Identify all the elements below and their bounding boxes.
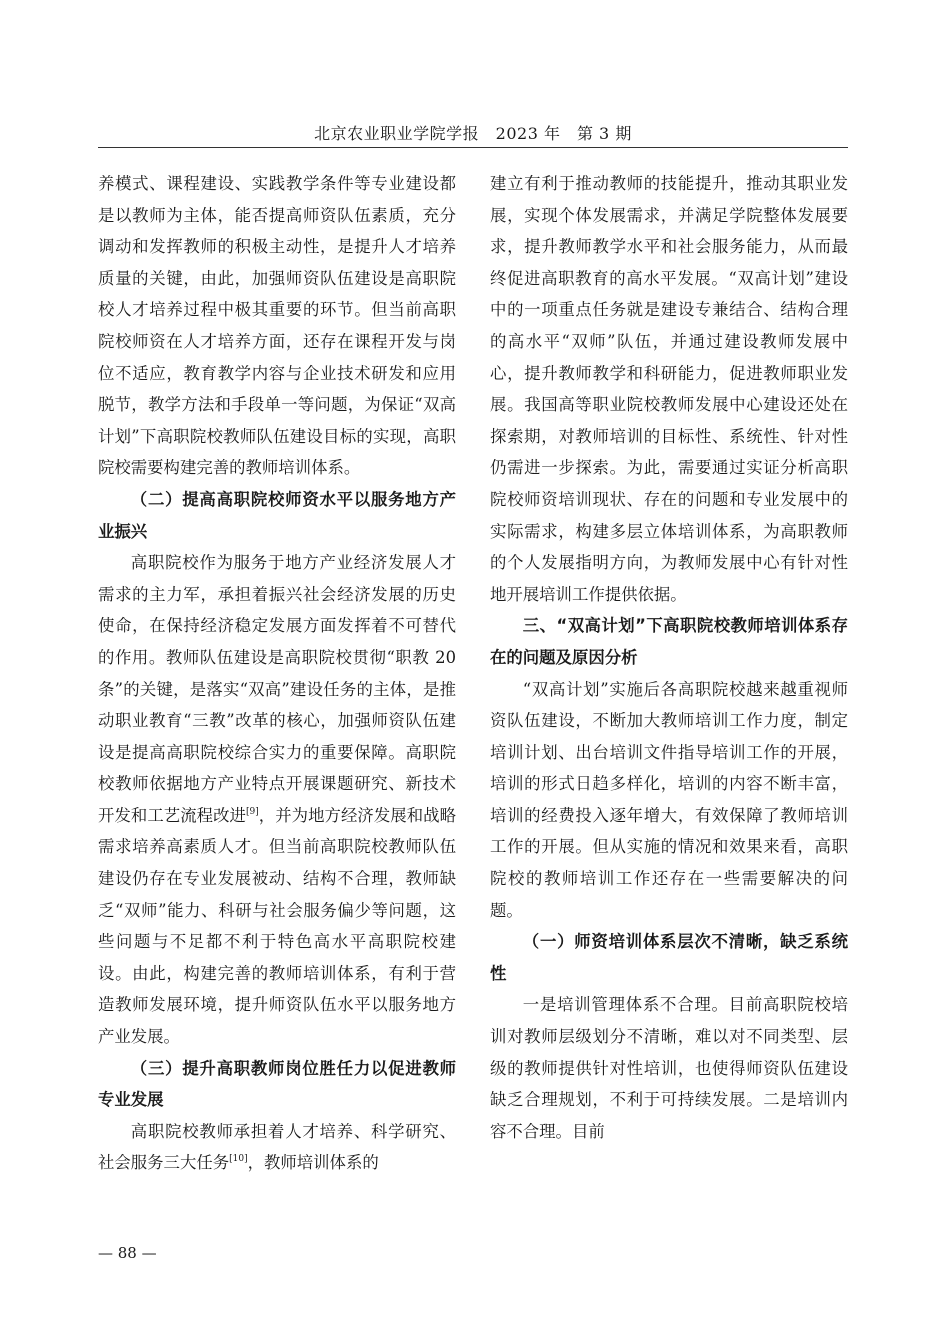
paragraph-text: 高职院校教师承担着人才培养、科学研究、社会服务三大任务 — [98, 1121, 456, 1173]
right-column — [490, 168, 848, 1147]
paragraph: 建立有利于推动教师的技能提升，推动其职业发展，实现个体发展需求，并满足学院整体发展要求，提升教师教学水平和社会服务能力，从而最终促进高职教育的高水平发展。“双高计划”建设中的一项重点任务就是建设专兼结合、结构合理的高水平“双师”队伍，并通过建设教师发展中心，提升教师教学和科研能力，促进教师职业发展。我国高等职业院校教师发展中心建设还处在探索期，对教师培训的目标性、系统性、针对性仍需进一步探索。为此，需要通过实证分析高职院校师资培训现状、存在的问题和专业发展中的实际需求，构建多层立体培训体系，为高职教师的个人发展指明方向，为教师发展中心有针对性地开展培训工作提供依据。 — [490, 174, 848, 604]
left-column — [98, 168, 456, 1179]
journal-header: 北京农业职业学院学报 2023 年 第 3 期 — [314, 124, 632, 143]
section-heading: 三、“双高计划”下高职院校教师培训体系存在的问题及原因分析 — [490, 616, 848, 667]
paragraph-text: 高职院校作为服务于地方产业经济发展人才需求的主力军，承担着振兴社会经济发展的历史使命，在保持经济稳定发展方面发挥着不可替代的作用。教师队伍建设是高职院校贯彻“职教 20 条”的关键，是落实“双高”建设任务的主体，是推动职业教育“三教”改革的核心，加强师资队伍建设是提高高职院校综合实力的重要保障。高职院校教师依据地方产业特点开展课题研究、新技术开发和工艺流程改进 — [98, 553, 456, 825]
subsection-heading-2: （二）提高高职院校师资水平以服务地方产业振兴 — [98, 489, 456, 541]
page-number: — 88 — — [98, 1244, 157, 1262]
paragraph — [98, 1116, 456, 1179]
subsection-heading-3: （三）提升高职教师岗位胜任力以促进教师专业发展 — [98, 1058, 456, 1110]
paragraph — [98, 547, 456, 1053]
paragraph: “双高计划”实施后各高职院校越来越重视师资队伍建设，不断加大教师培训工作力度，制定培训计划、出台培训文件指导培训工作的开展，培训的形式日趋多样化，培训的内容不断丰富，培训的经费投入逐年增大，有效保障了教师培训工作的开展。但从实施的情况和效果来看，高职院校的教师培训工作还存在一些需要解决的问题。 — [490, 679, 848, 920]
citation-ref: [10] — [229, 1154, 248, 1165]
paragraph: 养模式、课程建设、实践教学条件等专业建设都是以教师为主体，能否提高师资队伍素质，充分调动和发挥教师的积极主动性，是提升人才培养质量的关键，由此，加强师资队伍建设是高职院校人才培养过程中极其重要的环节。但当前高职院校师资在人才培养方面，还存在课程开发与岗位不适应，教育教学内容与企业技术研发和应用脱节，教学方法和手段单一等问题，为保证“双高计划”下高职院校教师队伍建设目标的实现，高职院校需要构建完善的教师培训体系。 — [98, 174, 456, 478]
header-rule — [98, 147, 848, 148]
paragraph-text: ，并为地方经济发展和战略需求培养高素质人才。但当前高职院校教师队伍建设仍存在专业发展被动、结构不合理，教师缺乏“双师”能力、科研与社会服务偏少等问题，这些问题与不足都不利于特色高水平高职院校建设。由此，构建完善的教师培训体系，有利于营造教师发展环境，提升师资队伍水平以服务地方产业发展。 — [98, 805, 457, 1047]
paragraph-text: ，教师培训体系的 — [247, 1153, 379, 1173]
subsection-heading-1: （一）师资培训体系层次不清晰，缺乏系统性 — [490, 932, 848, 983]
citation-ref: [9] — [245, 806, 259, 817]
paragraph: 一是培训管理体系不合理。目前高职院校培训对教师层级划分不清晰，难以对不同类型、层级的教师提供针对性培训，也使得师资队伍建设缺乏合理规划，不利于可持续发展。二是培训内容不合理。目前 — [490, 995, 848, 1141]
